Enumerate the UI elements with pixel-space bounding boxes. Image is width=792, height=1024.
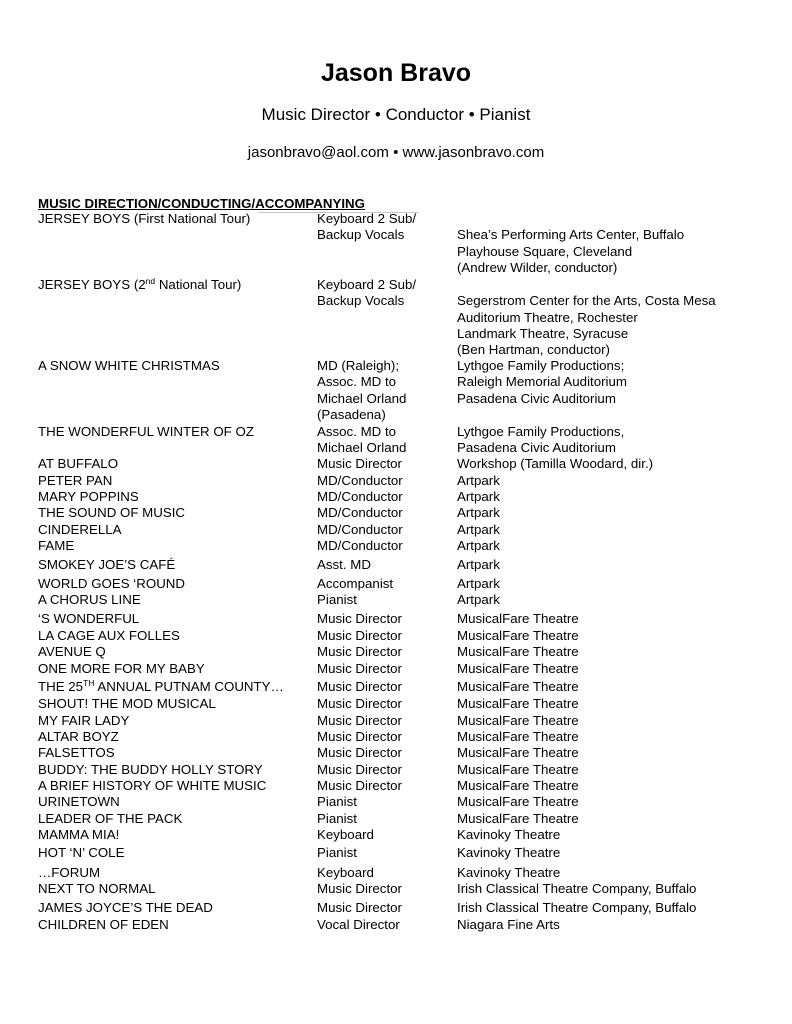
credit-venue: MusicalFare Theatre [457,696,579,711]
credit-venue: MusicalFare Theatre [457,745,579,760]
credit-role: MD/Conductor [317,489,403,504]
credit-venue: Artpark [457,505,500,520]
credit-venue: MusicalFare Theatre [457,611,579,626]
credit-show: BUDDY: THE BUDDY HOLLY STORY [38,762,263,777]
credit-show: LA CAGE AUX FOLLES [38,628,180,643]
credit-show: …FORUM [38,865,101,880]
credit-venue: MusicalFare Theatre [457,661,579,676]
credit-role: Music Director [317,628,402,643]
credit-show: THE WONDERFUL WINTER OF OZ [38,424,254,439]
credit-venue: Niagara Fine Arts [457,917,560,932]
credit-show: THE SOUND OF MUSIC [38,505,186,520]
credit-show: CHILDREN OF EDEN [38,917,169,932]
credit-venue: Lythgoe Family Productions; Raleigh Memorial Auditorium Pasadena Civic Auditorium [457,358,627,406]
credit-show: SHOUT! THE MOD MUSICAL [38,696,216,711]
credit-venue: Artpark [457,538,500,553]
credit-venue: MusicalFare Theatre [457,729,579,744]
credit-venue: Kavinoky Theatre [457,865,561,880]
credit-role: Music Director [317,661,402,676]
credit-role: Music Director [317,745,402,760]
credit-role: Pianist [317,811,357,826]
credit-role: Keyboard [317,827,374,842]
credit-show: THE 25TH ANNUAL PUTNAM COUNTY… [38,679,284,694]
credit-venue: Segerstrom Center for the Arts, Costa Mesa Auditorium Theatre, Rochester Landmark Theatre, Syracuse (Ben Hartman, conductor) [457,293,716,358]
credit-role: Keyboard 2 Sub/ Backup Vocals [317,277,417,309]
credit-role: Music Director [317,696,402,711]
credit-role: Keyboard [317,865,374,880]
credit-show: AVENUE Q [38,644,106,659]
credit-venue: Artpark [457,522,500,537]
credit-show: NEXT TO NORMAL [38,881,156,896]
credit-venue: Artpark [457,557,500,572]
credit-role: Music Director [317,900,402,915]
credit-show: JERSEY BOYS (2nd National Tour) [38,277,242,292]
credit-venue: MusicalFare Theatre [457,762,579,777]
credit-venue: Artpark [457,473,500,488]
credit-role: Vocal Director [317,917,400,932]
credit-venue: Irish Classical Theatre Company, Buffalo [457,900,697,915]
credit-role: Pianist [317,794,357,809]
credit-role: Music Director [317,778,402,793]
credit-show: SMOKEY JOE’S CAFÉ [38,557,176,572]
credit-role: Music Director [317,611,402,626]
credit-role: Accompanist [317,576,394,591]
credit-show: A CHORUS LINE [38,592,141,607]
credit-role: Music Director [317,762,402,777]
credit-role: Asst. MD [317,557,371,572]
credit-role: MD (Raleigh); Assoc. MD to Michael Orland (Pasadena) [317,358,407,422]
credit-show: A BRIEF HISTORY OF WHITE MUSIC [38,778,267,793]
credit-show: MARY POPPINS [38,489,139,504]
credit-venue: Artpark [457,592,500,607]
credit-role: MD/Conductor [317,473,403,488]
credit-show: ALTAR BOYZ [38,729,119,744]
credit-role: MD/Conductor [317,522,403,537]
credit-role: Music Director [317,713,402,728]
credit-show: ONE MORE FOR MY BABY [38,661,205,676]
credit-role: Music Director [317,679,402,694]
section-heading: MUSIC DIRECTION/CONDUCTING/ACCOMPANYING [38,196,366,211]
credit-role: MD/Conductor [317,505,403,520]
credit-venue: Kavinoky Theatre [457,845,561,860]
credit-role: Music Director [317,644,402,659]
credit-show: JAMES JOYCE’S THE DEAD [38,900,213,915]
credit-venue: MusicalFare Theatre [457,811,579,826]
credit-venue: MusicalFare Theatre [457,628,579,643]
credit-venue: MusicalFare Theatre [457,794,579,809]
credit-show: LEADER OF THE PACK [38,811,183,826]
credit-venue: MusicalFare Theatre [457,713,579,728]
credit-venue: Irish Classical Theatre Company, Buffalo [457,881,697,896]
credit-role: Music Director [317,456,402,471]
credit-show: WORLD GOES ‘ROUND [38,576,186,591]
resume-subtitle: Music Director • Conductor • Pianist [261,105,531,124]
credit-venue: Artpark [457,576,500,591]
contact-line: jasonbravo@aol.com • www.jasonbravo.com [247,144,545,161]
credit-venue: Shea’s Performing Arts Center, Buffalo Playhouse Square, Cleveland (Andrew Wilder, conductor) [457,227,685,275]
credit-role: Pianist [317,592,357,607]
credit-show: FALSETTOS [38,745,115,760]
credit-show: A SNOW WHITE CHRISTMAS [38,358,220,373]
credit-show: JERSEY BOYS (First National Tour) [38,211,251,226]
credit-venue: Workshop (Tamilla Woodard, dir.) [457,456,654,471]
credit-role: Music Director [317,881,402,896]
credit-show: ‘S WONDERFUL [38,611,140,626]
credit-role: Music Director [317,729,402,744]
credit-show: URINETOWN [38,794,120,809]
credit-role: Assoc. MD to Michael Orland [317,424,407,456]
credit-venue: MusicalFare Theatre [457,778,579,793]
credit-venue: MusicalFare Theatre [457,644,579,659]
credit-venue: Lythgoe Family Productions, Pasadena Civic Auditorium [457,424,625,456]
credit-venue: Artpark [457,489,500,504]
credit-show: HOT ‘N’ COLE [38,845,125,860]
credit-show: MAMMA MIA! [38,827,120,842]
credit-role: Keyboard 2 Sub/ Backup Vocals [317,211,417,243]
credit-show: CINDERELLA [38,522,122,537]
credit-role: Pianist [317,845,357,860]
credit-show: AT BUFFALO [38,456,119,471]
credit-venue: Kavinoky Theatre [457,827,561,842]
credit-show: PETER PAN [38,473,113,488]
credit-show: FAME [38,538,75,553]
credit-venue: MusicalFare Theatre [457,679,579,694]
credit-show: MY FAIR LADY [38,713,130,728]
resume-name: Jason Bravo [320,59,472,87]
credit-role: MD/Conductor [317,538,403,553]
